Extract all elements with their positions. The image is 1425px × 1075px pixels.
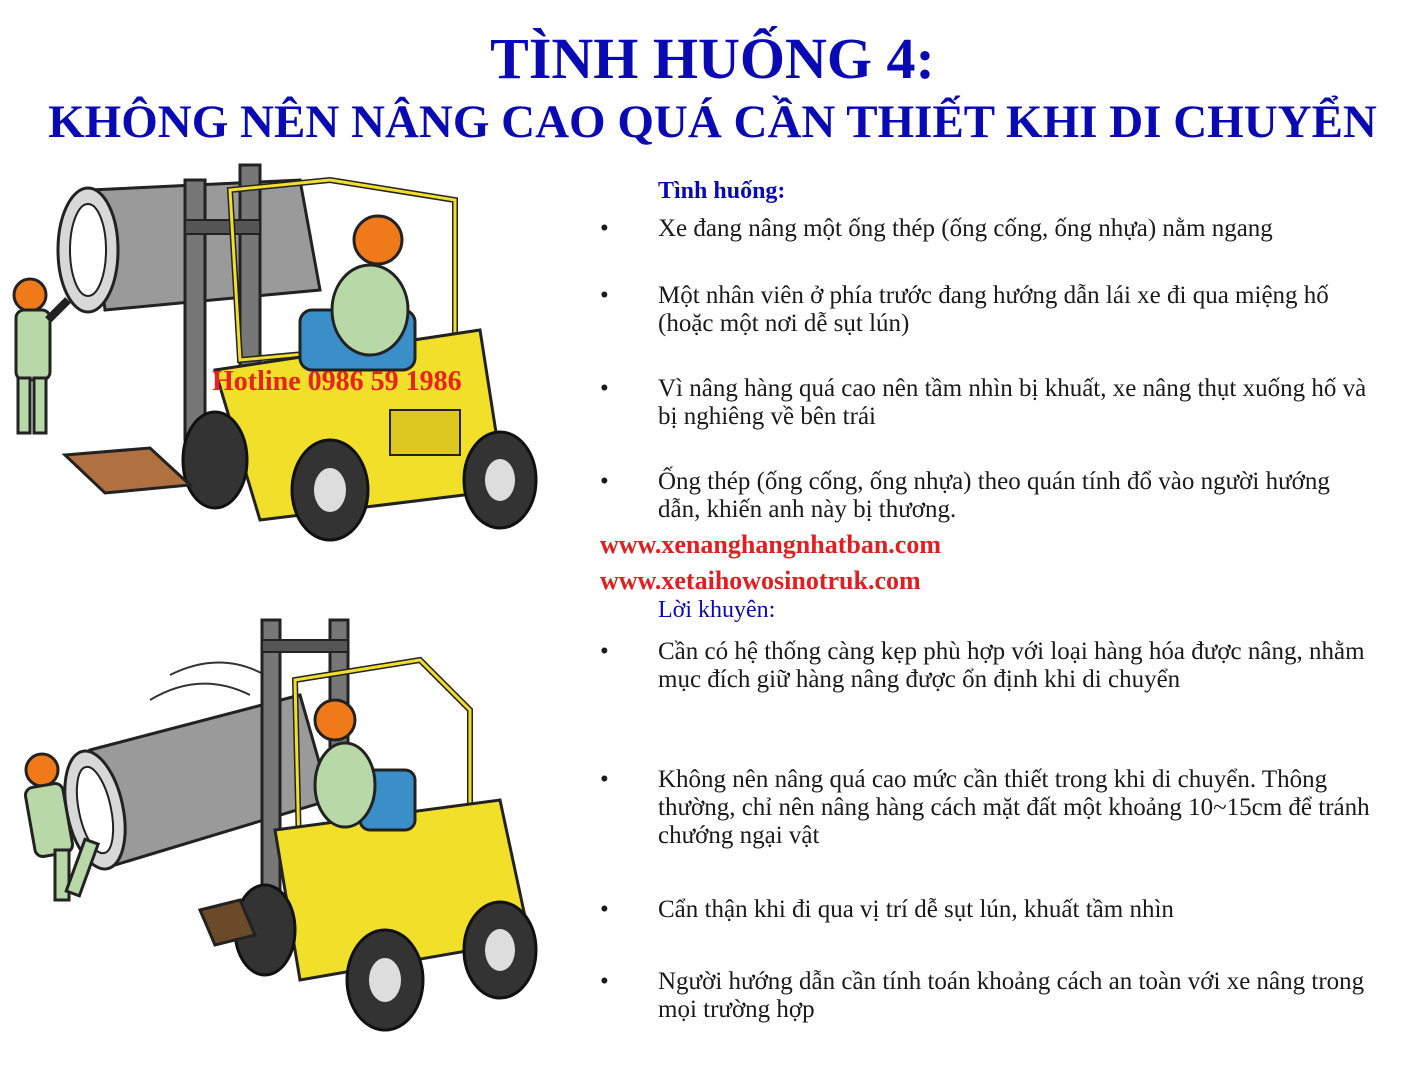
bullet-dot: • bbox=[600, 638, 609, 665]
website-link-2[interactable]: www.xetaihowosinotruk.com bbox=[600, 566, 921, 595]
forklift-illustration-situation bbox=[0, 160, 560, 550]
situation-item-4: Ống thép (ống cống, ống nhựa) theo quán tính đổ vào người hướng dẫn, khiến anh này bị thương. bbox=[658, 468, 1330, 523]
driver bbox=[332, 216, 408, 355]
bullet-dot: • bbox=[600, 896, 609, 923]
hotline-watermark: Hotline 0986 59 1986 bbox=[212, 366, 462, 397]
page-subtitle: KHÔNG NÊN NÂNG CAO QUÁ CẦN THIẾT KHI DI CHUYỂN bbox=[48, 96, 1377, 148]
advice-item-2: Không nên nâng quá cao mức cần thiết trong khi di chuyển. Thông thường, chỉ nên nâng hàng cách mặt đất một khoảng 10~15cm để tránh chướng ngại vật bbox=[658, 766, 1370, 849]
driver bbox=[315, 700, 375, 827]
forklift-illustration-accident bbox=[0, 600, 560, 1050]
situation-item-3: Vì nâng hàng quá cao nên tầm nhìn bị khuất, xe nâng thụt xuống hố và bị nghiêng về bên trái bbox=[658, 375, 1367, 430]
page-title: TÌNH HUỐNG 4: bbox=[490, 26, 935, 91]
situation-heading: Tình huống: bbox=[658, 178, 786, 204]
website-link-1[interactable]: www.xenanghangnhatban.com bbox=[600, 530, 941, 559]
manhole-cover bbox=[65, 448, 190, 493]
bullet-dot: • bbox=[600, 468, 609, 495]
bullet-dot: • bbox=[600, 282, 609, 309]
bullet-dot: • bbox=[600, 766, 609, 793]
situation-item-1: Xe đang nâng một ống thép (ống cống, ống nhựa) nằm ngang bbox=[658, 215, 1273, 242]
advice-item-3: Cẩn thận khi đi qua vị trí dễ sụt lún, khuất tầm nhìn bbox=[658, 896, 1174, 923]
advice-heading: Lời khuyên: bbox=[658, 597, 776, 623]
advice-item-1: Cần có hệ thống càng kẹp phù hợp với loại hàng hóa được nâng, nhằm mục đích giữ hàng nâng được ổn định khi di chuyển bbox=[658, 638, 1365, 693]
guiding-worker bbox=[14, 279, 68, 433]
bullet-dot: • bbox=[600, 968, 609, 995]
advice-item-4: Người hướng dẫn cần tính toán khoảng cách an toàn với xe nâng trong mọi trường hợp bbox=[658, 968, 1365, 1023]
situation-item-2: Một nhân viên ở phía trước đang hướng dẫn lái xe đi qua miệng hố (hoặc một nơi dễ sụt lún) bbox=[658, 282, 1329, 337]
bullet-dot: • bbox=[600, 215, 609, 242]
bullet-dot: • bbox=[600, 375, 609, 402]
